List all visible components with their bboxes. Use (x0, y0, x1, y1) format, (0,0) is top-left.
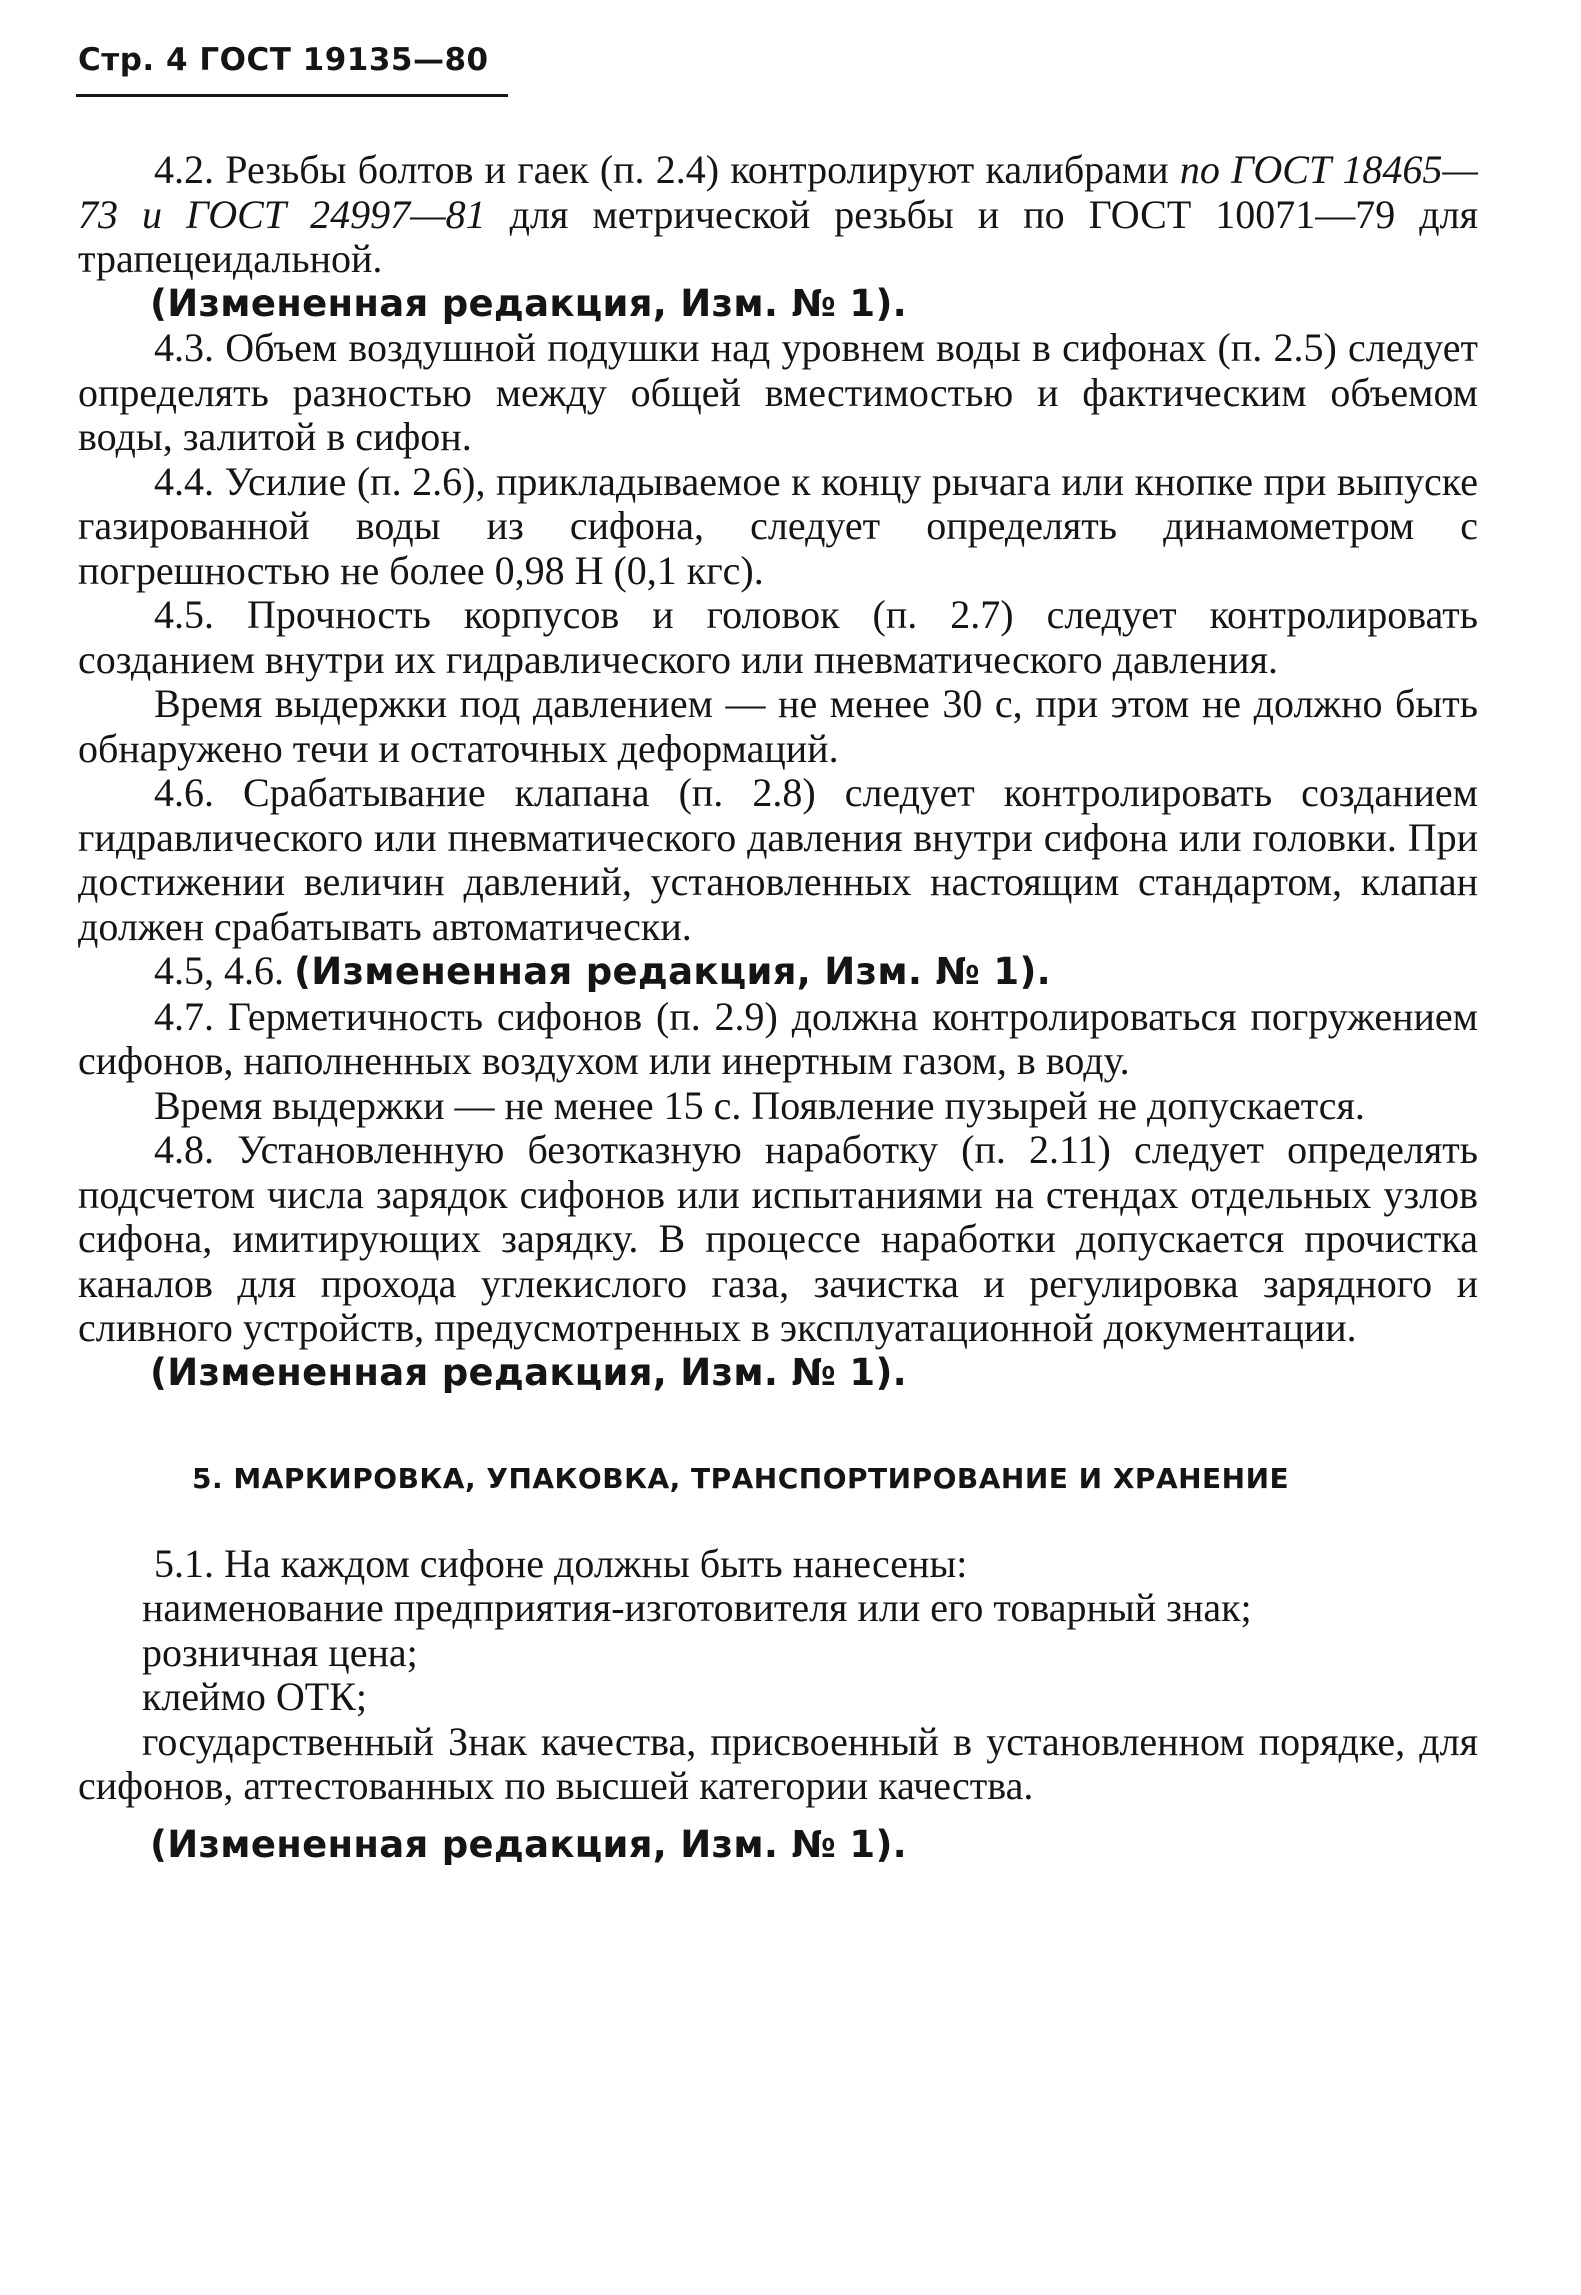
paragraph-5-1: 5.1. На каждом сифоне должны быть нанесены: (154, 1540, 968, 1586)
marking-item-price: розничная цена; (142, 1629, 418, 1675)
paragraph-4-5: 4.5. Прочность корпусов и головок (п. 2.7) следует контролировать созданием внутри их гидравлического или пневматического давления. (78, 592, 1478, 682)
paragraph-4-2: 4.2. Резьбы болтов и гаек (п. 2.4) контролируют калибрами по ГОСТ 18465—73 и ГОСТ 24997—81 для метрической резьбы и по ГОСТ 10071—79 для трапецеидальной. (78, 147, 1479, 281)
amendment-note: (Измененная редакция, Изм. № 1). (150, 281, 908, 325)
amendment-note: (Измененная редакция, Изм. № 1). (150, 1350, 908, 1394)
document-body (78, 148, 1478, 1867)
paragraph-4-8: 4.8. Установленную безотказную наработку (п. 2.11) следует определять подсчетом числа зарядок сифонов или испытаниями на стендах отдельных узлов сифона, имитирующих зарядку. В процессе наработки допускается прочистка каналов для прохода углекислого газа, зачистка и регулировка зарядного и сливного устройств, предусмотренных в эксплуатационной документации. (78, 1127, 1478, 1350)
header-rule (76, 94, 508, 97)
paragraph-4-5-holding-time: Время выдержки под давлением — не менее 30 с, при этом не должно быть обнаружено течи и остаточных деформаций. (78, 681, 1478, 771)
amendment-note: (Измененная редакция, Изм. № 1). (150, 1822, 908, 1866)
paragraph-4-4: 4.4. Усилие (п. 2.6), прикладываемое к концу рычага или кнопке при выпуске газированной воды из сифона, следует определять динамометром с погрешностью не более 0,98 Н (0,1 кгс). (78, 458, 1478, 593)
paragraph-4-7-holding-time: Время выдержки — не менее 15 с. Появление пузырей не допускается. (154, 1082, 1365, 1128)
paragraph-4-5-4-6-amendment: 4.5, 4.6. (Измененная редакция, Изм. № 1). (154, 948, 1052, 993)
paragraph-4-7: 4.7. Герметичность сифонов (п. 2.9) должна контролироваться погружением сифонов, наполненных воздухом или инертным газом, в воду. (78, 993, 1478, 1083)
marking-item-otk-stamp: клеймо ОТК; (142, 1674, 367, 1719)
paragraph-4-2-italic: по ГОСТ 18465—73 и ГОСТ 24997—81 (78, 147, 1478, 237)
section-5-title: 5. МАРКИРОВКА, УПАКОВКА, ТРАНСПОРТИРОВАНИЕ И ХРАНЕНИЕ (192, 1462, 1290, 1495)
marking-item-quality-mark: государственный Знак качества, присвоенный в установленном порядке, для сифонов, аттестованных по высшей категории качества. (78, 1718, 1478, 1808)
marking-item-manufacturer: наименование предприятия-изготовителя или его товарный знак; (142, 1585, 1252, 1630)
amendment-note: (Измененная редакция, Изм. № 1). (294, 950, 1052, 993)
page-header: Стр. 4 ГОСТ 19135—80 (78, 42, 489, 78)
paragraph-4-6: 4.6. Срабатывание клапана (п. 2.8) следует контролировать созданием гидравлического или пневматического давления внутри сифона или головки. При достижении величин давлений, установленных настоящим стандартом, клапан должен срабатывать автоматически. (78, 770, 1478, 949)
paragraph-4-3: 4.3. Объем воздушной подушки над уровнем воды в сифонах (п. 2.5) следует определять разностью между общей вместимостью и фактическим объемом воды, залитой в сифон. (78, 325, 1478, 459)
